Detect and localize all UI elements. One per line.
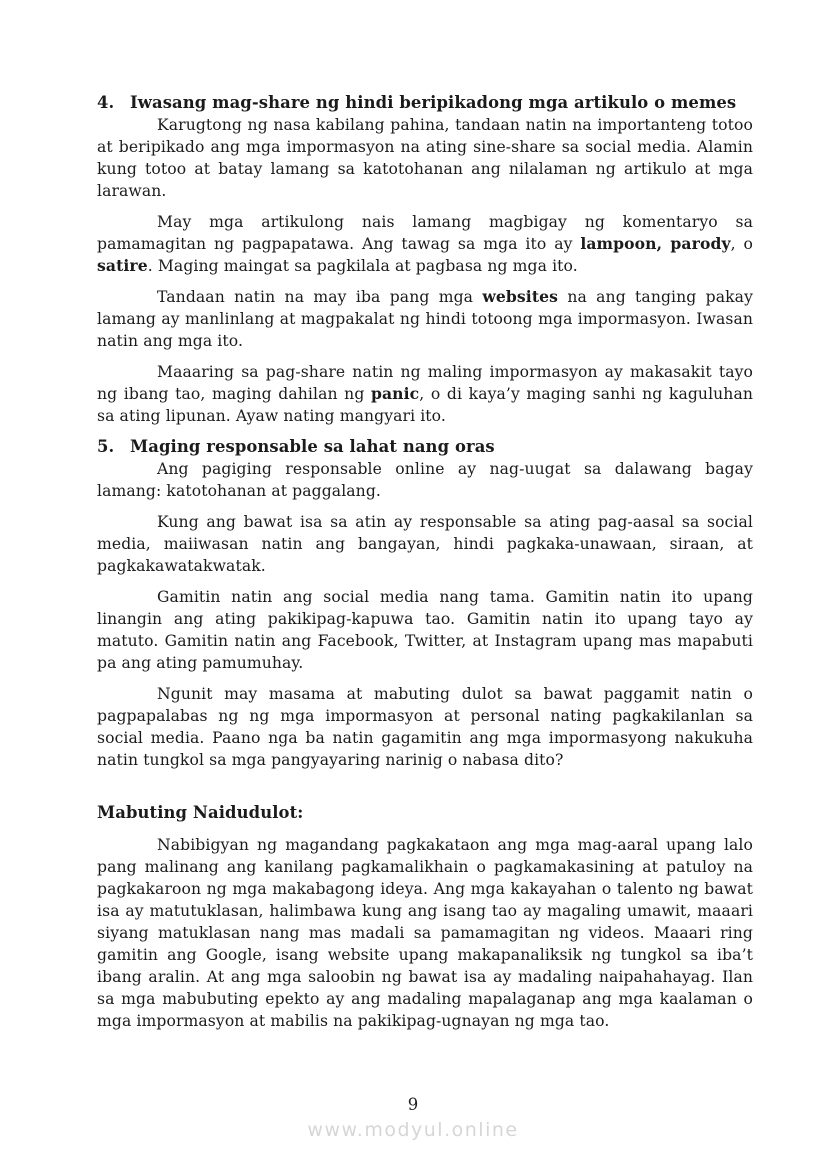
page-number: 9 bbox=[407, 1095, 419, 1114]
item5-paragraph-4: Ngunit may masama at mabuting dulot sa bawat paggamit natin o pagpapalabas ng ng mga impormasyon at personal nating pagkakilanlan sa social media. Paano nga ba natin gagamitin ang mga impormasyong nakukuha natin tungkol sa mga pangyayaring narinig o nabasa dito? bbox=[97, 685, 753, 769]
section-heading-item-5 bbox=[97, 436, 753, 458]
document-content bbox=[97, 92, 753, 1041]
bold-term-satire: satire bbox=[97, 256, 148, 275]
list-number-5: 5. bbox=[97, 437, 115, 456]
paragraph-text: Tandaan natin na may iba pang mga bbox=[157, 288, 483, 306]
item4-paragraph-3 bbox=[97, 286, 753, 352]
item5-paragraph-3: Gamitin natin ang social media nang tama. Gamitin natin ito upang linangin ang ating pakikipag-kapuwa tao. Gamitin natin ito upang tayo ay matuto. Gamitin natin ang Facebook, Twitter, at Instagram upang mas mapabuti pa ang ating pamumuhay. bbox=[97, 588, 753, 672]
item4-paragraph-4 bbox=[97, 361, 753, 427]
item4-paragraph-2 bbox=[97, 211, 753, 277]
list-number-4: 4. bbox=[97, 93, 115, 112]
section-heading-item-4 bbox=[97, 92, 753, 114]
section-title-item-4: Iwasang mag-share ng hindi beripikadong mga artikulo o memes bbox=[130, 93, 737, 112]
benefits-paragraph-1: Nabibigyan ng magandang pagkakataon ang mga mag-aaral upang lalo pang malinang ang kanilang pagkamalikhain o pagkamakasining at patuloy na pagkakaroon ng mga makabagong ideya. Ang mga kakayahan o talento ng bawat isa ay matutuklasan, halimbawa kung ang isang tao ay magaling umawit, maaari siyang matuklasan nang mas madali sa pamamagitan ng videos. Maaari ring gamitin ang Google, isang website upang makapanaliksik ng tungkol sa iba’t ibang aralin. At ang mga saloobin ng bawat isa ay madaling naipahahayag. Ilan sa mga mabubuting epekto ay ang madaling mapalaganap ang mga kaalaman o mga impormasyon at mabilis na pakikipag-ugnayan ng mga tao. bbox=[97, 836, 753, 1030]
bold-term-websites: websites bbox=[482, 287, 559, 306]
item4-paragraph-1: Karugtong ng nasa kabilang pahina, tandaan natin na importanteng totoo at beripikado ang mga impormasyon na ating sine-share sa social media. Alamin kung totoo at batay lamang sa katotohanan ang nilalaman ng artikulo at mga larawan. bbox=[97, 116, 753, 200]
watermark-text: www.modyul.online bbox=[307, 1119, 519, 1141]
paragraph-text: May mga artikulong nais lamang magbigay ng komentaryo sa pamamagitan ng pagpapatawa. Ang tawag sa mga ito ay bbox=[97, 213, 753, 253]
bold-term-lampoon-parody: lampoon, parody bbox=[580, 234, 731, 253]
paragraph-text: , o bbox=[730, 235, 753, 253]
paragraph-text: na ang tanging pakay lamang ay manlinlang at magpakalat ng hindi totoong mga impormasyon. Iwasan natin ang mga ito. bbox=[97, 288, 753, 350]
paragraph-text: , o di kaya’y maging sanhi ng kaguluhan sa ating lipunan. Ayaw nating mangyari ito. bbox=[97, 385, 753, 425]
item5-paragraph-2: Kung ang bawat isa sa atin ay responsable sa ating pag-aasal sa social media, maiiwasan natin ang bangayan, hindi pagkaka-unawaan, siraan, at pagkakawatakwatak. bbox=[97, 513, 753, 575]
benefits-heading: Mabuting Naidudulot: bbox=[97, 803, 304, 822]
item5-paragraph-1: Ang pagiging responsable online ay nag-uugat sa dalawang bagay lamang: katotohanan at paggalang. bbox=[97, 460, 753, 500]
section-title-item-5: Maging responsable sa lahat nang oras bbox=[130, 437, 495, 456]
paragraph-text: . Maging maingat sa pagkilala at pagbasa ng mga ito. bbox=[147, 257, 578, 275]
bold-term-panic: panic bbox=[370, 384, 420, 403]
paragraph-text: Maaaring sa pag-share natin ng maling impormasyon ay makasakit tayo ng ibang tao, maging dahilan ng bbox=[97, 363, 753, 403]
